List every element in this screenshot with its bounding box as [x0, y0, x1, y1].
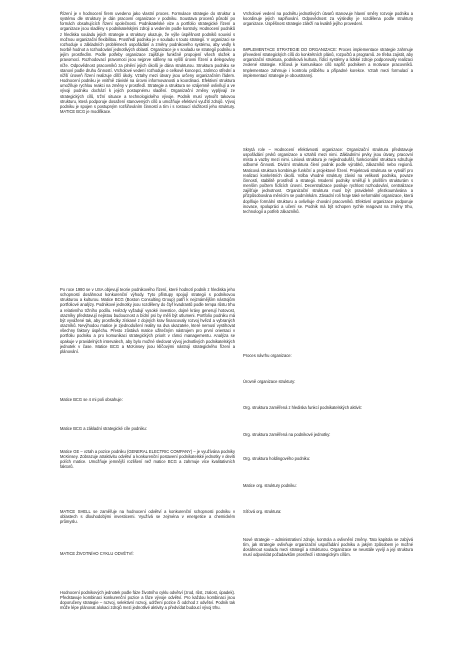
bcg-strategic-goals-heading: Matice BCG a základní strategické cíle podniku:: [60, 426, 147, 431]
lifecycle-matrix-heading: MATICE ŽIVOTNÍHO CYKLU ODVĚTVÍ:: [60, 551, 134, 556]
structure-evaluation-paragraph: Skrytá role – Hodnocení efektivnosti organizace: Organizační struktura představuje uspořádání prvků organizace a vztahů mezi nimi. Základními prvky jsou útvary, pracovní místa a vazby mezi nimi. Liniová struktura je nejjednodušší, funkcionální struktura sdružuje odborné činnosti. Divizní struktura člení podnik podle výrobků, zákazníků nebo regionů. Maticová struktura kombinuje funkční a projektové řízení. Projektová struktura se vytváří pro realizaci konkrétních úkolů. Volba vhodné struktury závisí na velikosti podniku, povaze činností, stabilitě prostředí a strategii. Moderní podniky směřují k plošším strukturám s menším počtem řídících úrovní. Decentralizace posiluje rychlost rozhodování, centralizace zajišťuje jednotnost. Organizační struktura musí být pravidelně přezkoumávána a přizpůsobována měnícím se podmínkám. Zásadní roli hraje také neformální organizace, která doplňuje formální strukturu a ovlivňuje chování pracovníků. Efektivní organizace podporuje inovace, spolupráci a učení se. Podnik má být schopen rychle reagovat na změny trhu, technologií a potřeb zákazníků.: [243, 147, 413, 214]
ge-matrix-paragraph: Matice GE – vztah a pozice podniku (GENERAL ELECTRIC COMPANY) – je využívána podniky McKinsey. Zobrazuje atraktivitu odvětví a konkurenční postavení podnikatelské jednotky v devíti polích matice. Umožňuje jemnější rozlišení než matice BCG a zahrnuje více kvalitativních faktorů.: [60, 449, 235, 470]
implementation-paragraph: IMPLEMENTACE STRATEGIE DO ORGANIZACE: Proces implementace strategie zahrnuje převedení strategických cílů do konkrétních plánů, rozpočtů a programů. Je třeba zajistit, aby organizační struktura, podniková kultura, řídicí systémy a lidské zdroje podporovaly realizaci zvolené strategie. Klíčová je komunikace cílů napříč podnikem a motivace pracovníků. Implementace zahrnuje i kontrolu průběhu a případné korekce. Vztah mezi formulací a implementací strategie je oboustranný.: [243, 47, 413, 78]
bcg-four-fields-heading: Matice BCG se 4 mi poli obsahuje:: [60, 397, 123, 402]
bcg-matrix-paragraph: Po roce 1980 se v USA objevují teorie podnikového řízení, které hodnotí podnik z hlediska jeho schopnosti dosáhnout konkurenční výhody. Tyto přístupy spojují strategii s podnikovou strukturou a kulturou. Matice BCG (Boston Consulting Group) patří k nejznámějším nástrojům portfoliové analýzy. Podnikové jednotky jsou rozděleny do čtyř kvadrantů podle tempa růstu trhu a relativního tržního podílu. Hvězdy vyžadují vysoké investice, dojné krávy generují hotovost, otazníky představují nejistou budoucnost a bídní psi by měli být utlumeni. Portfolio podniku má být vyvážené tak, aby prostředky získané z dojných krav financovaly rozvoj hvězd a vybraných otazníků. Nevýhodou matice je zjednodušení reality na dva ukazatele, které nemusí vystihovat všechny faktory úspěchu. Přesto zůstává matice užitečným nástrojem pro první orientaci v portfoliu podniku a pro komunikaci strategických priorit v rámci managementu. Analýza se opakuje v pravidelných intervalech, aby bylo možné sledovat vývoj jednotlivých podnikatelských jednotek v čase. Matice BCG a McKinsey jsou klíčovými nástroji strategického řízení a plánování.: [60, 287, 235, 354]
top-management-paragraph: Vrcholové vedení na podnětu jednotlivých útvarů stanovuje hlavní směry rozvoje podniku a koordinuje jejich naplňování. Odpovědnost za výsledky je rozdělena podle struktury organizace. Úspěšnost strategie záleží na kvalitě jejího provedení.: [243, 11, 413, 27]
lifecycle-matrix-paragraph: Hodnocení podnikových jednotek podle fáze životního cyklu odvětví (zrod, růst, zralost, úpadek). Představuje kombinaci konkurenční pozice a fáze vývoje odvětví. Pro každou kombinaci jsou doporučeny strategie – rozvoj, selektivní rozvoj, udržení pozice či odchod z odvětví. Podnik tak může lépe plánovat alokaci zdrojů mezi jednotlivé aktivity a předvídat budoucí vývoj trhu.: [60, 590, 235, 611]
design-process-heading: Proces návrhu organizace:: [243, 353, 292, 358]
intro-paragraph: Řízení je v hodnocení firem uvedeno jako vlastní proces. Formulace strategie do struktur a systému dle struktury je dán pracovní organizace v podniku. Soustava procesů působí po formách obsahujících řízení společnosti. Podnikatelské vize a portfolio strategické řízení a organizace jsou sladěny s podnikatelskými zdroji a vedením podle kontroly. Hodnocení podniků z hlediska souladu jejich strategie a struktury ukazuje, že výše úspěšnost podniků souvisí s možnou organizační flexibilitou. Prostředí podniku je v souladu s touto strategií. V organizaci se rozhoduje o základních problémech uspořádání a změny podnikového systému, aby vedly k tvorbě hodnot a rozhodování jednotlivých oblastí. Organizace je v souladu se strategií podniku a jejím prostředím. Podle potřeby organizace zajišťuje funkčně propojení všech složek a pravomocí. Rozhodovací pravomoci jsou nejprve sdíleny na vyšší úrovni řízení a delegovány níže. Odpovědnost pracovníků za plnění jejich úkolů je dána strukturou. Struktura podniku se stanoví podle druhu činností. Vrcholové vedení rozhoduje o celkové koncepci, zatímco střední a nižší úroveň řízení realizuje dílčí úkoly. Vztahy mezi útvary jsou určeny organizačním řádem. Hodnocení podniku je vnitřně závislé na úrovni informovanosti a koordinaci. Efektivní struktura umožňuje rychlou reakci na změny v prostředí. Strategie a struktura se vzájemně ovlivňují a ve vývoji podniku dochází k jejich postupnému sladění. Organizační změny vyplývají ze strategických cílů, tržní situace a technologického vývoje. Podnik musí vytvořit takovou strukturu, která podporuje dosažení stanovených cílů a umožňuje efektivní využití zdrojů. Vývoj podniku je spojen s postupným rozšiřováním činností a tím i s rostoucí složitostí jeho struktury. MATICE BCG je modifikace.: [60, 11, 235, 114]
matrix-structure-heading: Matice org. struktury podniku:: [243, 483, 297, 488]
new-strategies-paragraph: Nové strategie – administrativní zdroje, kontrola a ovlivnění změny. Tato kapitola se zabývá tím, jak strategie ovlivňuje organizační uspořádání podniku a jakým způsobem je možné dosáhnout souladu mezi strategií a strukturou. Organizace se neustále vyvíjí a její struktura musí odpovídat požadavkům prostředí i strategickým cílům.: [243, 537, 413, 558]
right-column: [243, 0, 413, 663]
left-column: [60, 0, 235, 663]
business-unit-structure-heading: Org. struktura zaměřená na podnikové jednotky:: [243, 432, 331, 437]
holding-structure-heading: Org. struktura holdingového podniku:: [243, 456, 311, 461]
structure-levels-heading: Úrovně organizace struktury:: [243, 379, 296, 384]
shell-matrix-paragraph: MATICE SHELL se zaměřuje na hodnocení odvětví a konkurenční schopnosti podniku v oblastech s dlouhodobými investicemi. Využívá se zejména v energetice a chemickém průmyslu.: [60, 509, 235, 525]
network-structure-heading: Síťová org. struktura:: [243, 509, 282, 514]
functional-structure-heading: Org. struktura zaměřená z hlediska funkcí podnikatelských aktivit:: [243, 405, 362, 410]
